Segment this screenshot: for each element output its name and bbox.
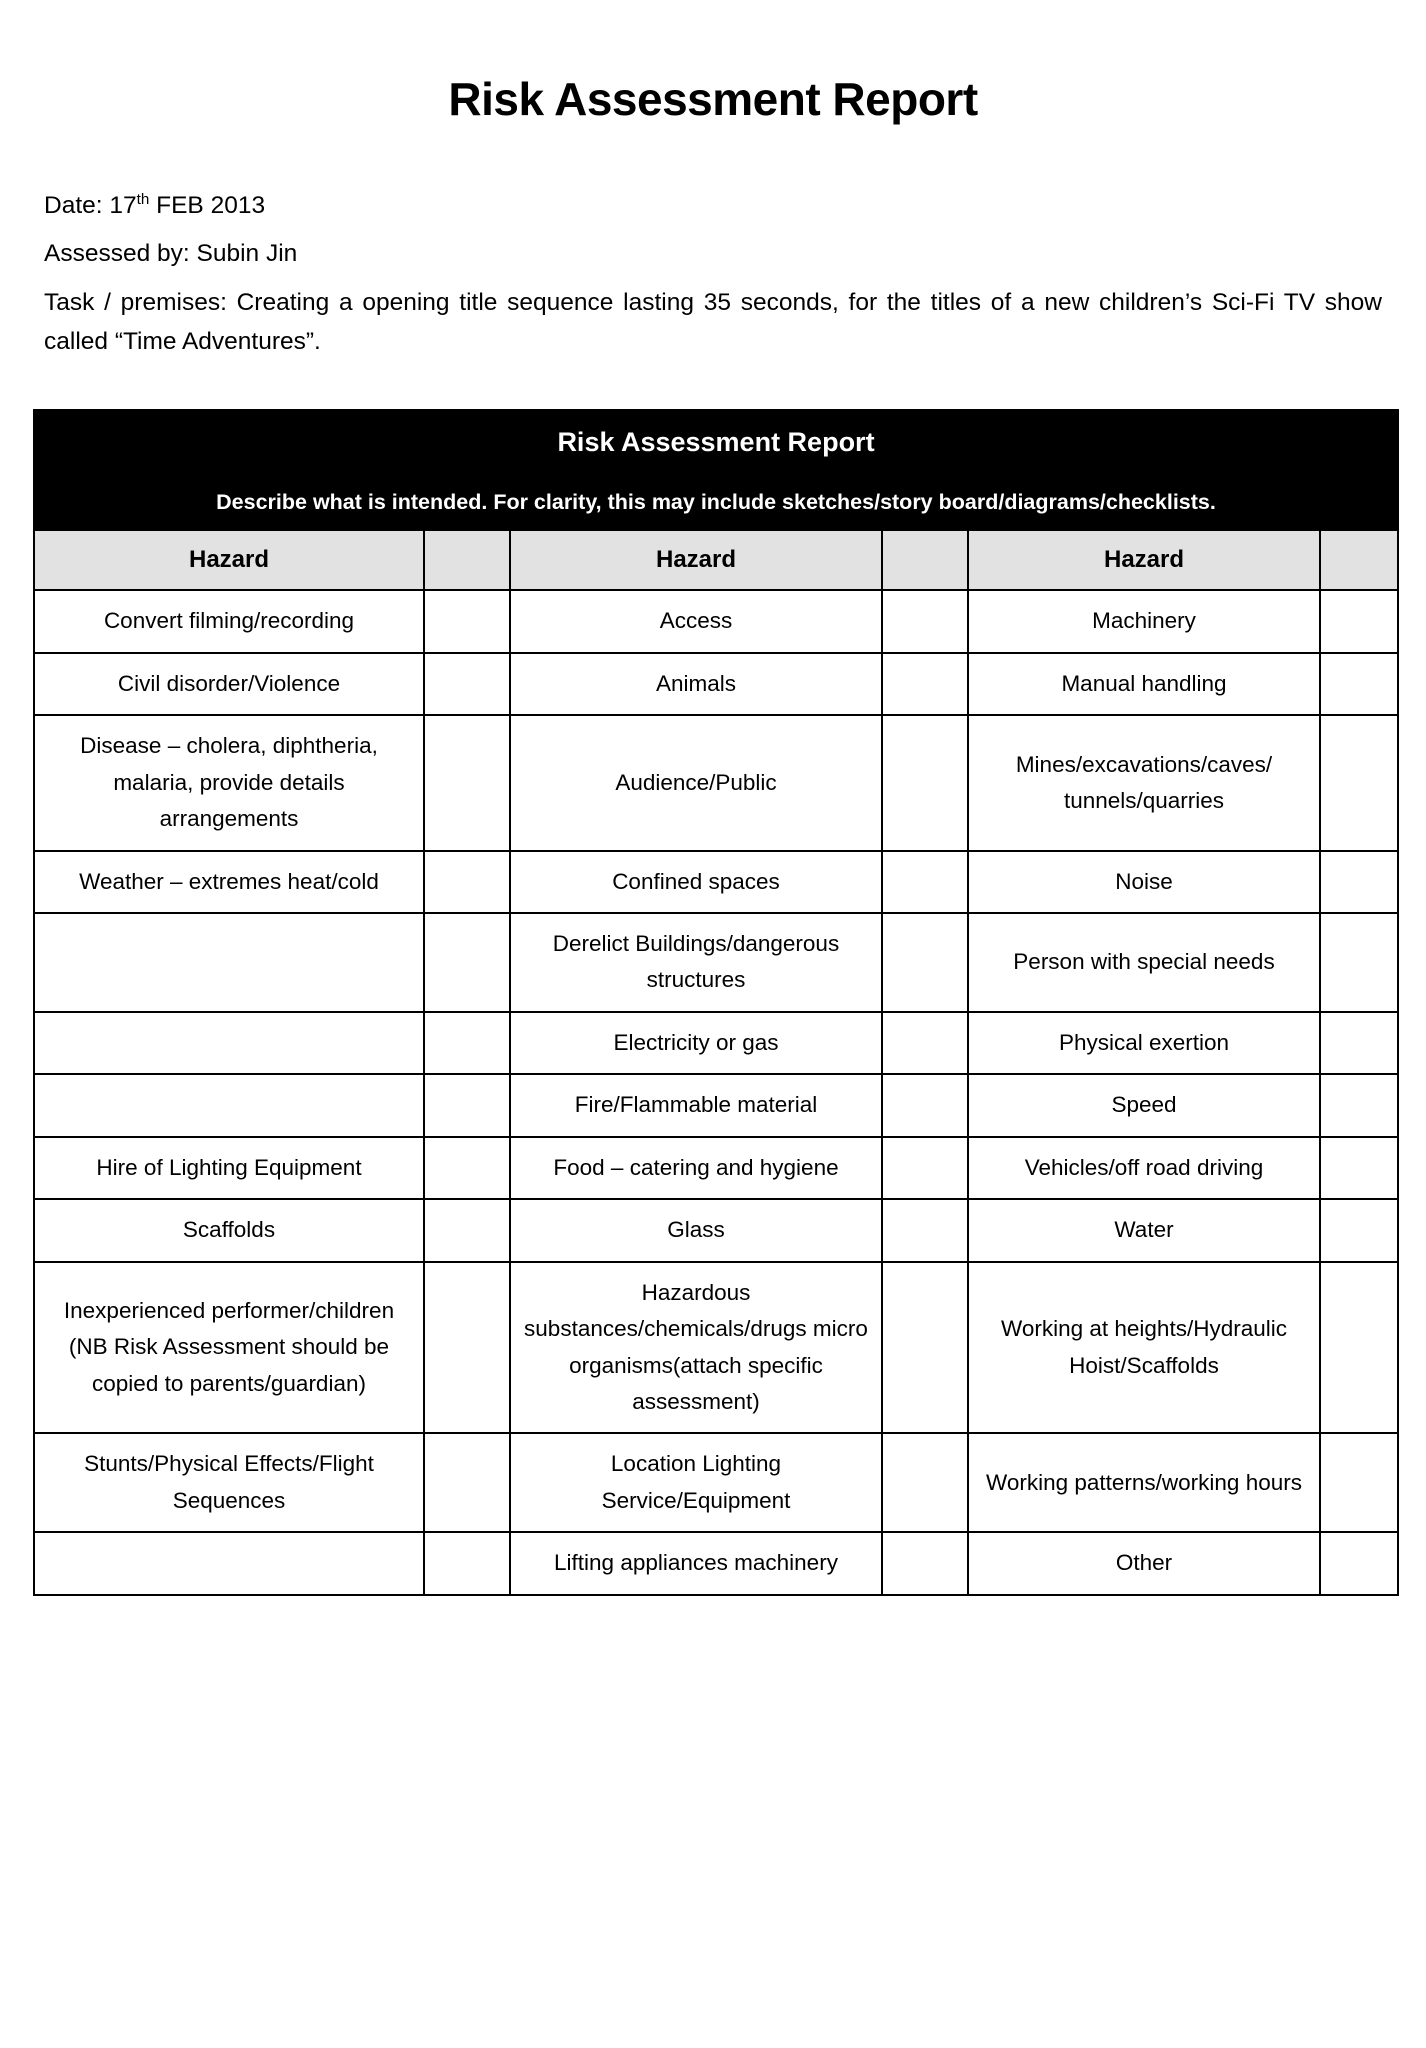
hazard-cell: Manual handling: [968, 653, 1320, 715]
hazard-cell: Convert filming/recording: [34, 590, 424, 652]
table-banner-subtitle-row: [34, 474, 1398, 530]
hazard-cell: Hazardous substances/chemicals/drugs micro organisms(attach specific assessment): [510, 1262, 882, 1434]
hazard-checkbox-cell[interactable]: [882, 913, 968, 1012]
column-header-tick-2: [882, 530, 968, 590]
column-header-tick-1: [424, 530, 510, 590]
hazard-cell: Speed: [968, 1074, 1320, 1136]
hazard-cell: Noise: [968, 851, 1320, 913]
hazard-checkbox-cell[interactable]: [1320, 1262, 1398, 1434]
hazard-checkbox-cell[interactable]: [1320, 913, 1398, 1012]
hazard-checkbox-cell[interactable]: [424, 590, 510, 652]
hazard-checkbox-cell[interactable]: [424, 1074, 510, 1136]
table-row: [34, 715, 1398, 850]
column-header-tick-3: [1320, 530, 1398, 590]
hazard-checkbox-cell[interactable]: [424, 1137, 510, 1199]
hazard-cell: Civil disorder/Violence: [34, 653, 424, 715]
hazard-cell: Working at heights/Hydraulic Hoist/Scaffolds: [968, 1262, 1320, 1434]
table-row: [34, 851, 1398, 913]
column-header-hazard-1: Hazard: [34, 530, 424, 590]
table-row: [34, 1137, 1398, 1199]
hazard-checkbox-cell[interactable]: [882, 1199, 968, 1261]
table-row: [34, 1012, 1398, 1074]
hazard-cell: Other: [968, 1532, 1320, 1594]
hazard-cell: Working patterns/working hours: [968, 1433, 1320, 1532]
hazard-cell: Location Lighting Service/Equipment: [510, 1433, 882, 1532]
hazard-cell: Weather – extremes heat/cold: [34, 851, 424, 913]
hazard-cell: Stunts/Physical Effects/Flight Sequences: [34, 1433, 424, 1532]
hazard-cell: Machinery: [968, 590, 1320, 652]
hazard-cell: Water: [968, 1199, 1320, 1261]
table-body: [34, 410, 1398, 1594]
table-header-row: [34, 530, 1398, 590]
hazard-checkbox-cell[interactable]: [424, 653, 510, 715]
hazard-cell: Glass: [510, 1199, 882, 1261]
hazard-checkbox-cell[interactable]: [882, 1137, 968, 1199]
hazard-checkbox-cell[interactable]: [1320, 1199, 1398, 1261]
table-row: [34, 1532, 1398, 1594]
hazard-cell: Food – catering and hygiene: [510, 1137, 882, 1199]
risk-assessment-table: [33, 409, 1399, 1595]
hazard-checkbox-cell[interactable]: [424, 1532, 510, 1594]
hazard-cell: [34, 1012, 424, 1074]
table-row: [34, 913, 1398, 1012]
hazard-checkbox-cell[interactable]: [882, 715, 968, 850]
hazard-checkbox-cell[interactable]: [1320, 1137, 1398, 1199]
meta-task-premises: Task / premises: Creating a opening title sequence lasting 35 seconds, for the titles of a new children’s Sci-Fi TV show called “Time Adventures”.: [44, 289, 1382, 355]
hazard-checkbox-cell[interactable]: [1320, 1433, 1398, 1532]
table-banner-subtitle: Describe what is intended. For clarity, this may include sketches/story board/diagrams/checklists.: [34, 474, 1398, 530]
hazard-cell: Hire of Lighting Equipment: [34, 1137, 424, 1199]
hazard-checkbox-cell[interactable]: [882, 653, 968, 715]
table-banner-title-row: [34, 410, 1398, 474]
hazard-cell: Inexperienced performer/children (NB Risk Assessment should be copied to parents/guardian): [34, 1262, 424, 1434]
hazard-cell: Mines/excavations/caves/ tunnels/quarries: [968, 715, 1320, 850]
hazard-checkbox-cell[interactable]: [1320, 1074, 1398, 1136]
meta-date-label: Date:: [44, 191, 110, 219]
hazard-checkbox-cell[interactable]: [882, 1074, 968, 1136]
hazard-cell: Confined spaces: [510, 851, 882, 913]
hazard-checkbox-cell[interactable]: [1320, 715, 1398, 850]
hazard-cell: [34, 913, 424, 1012]
meta-date: [44, 187, 1382, 226]
table-row: [34, 1199, 1398, 1261]
hazard-checkbox-cell[interactable]: [882, 590, 968, 652]
hazard-cell: Electricity or gas: [510, 1012, 882, 1074]
hazard-checkbox-cell[interactable]: [424, 715, 510, 850]
hazard-cell: Disease – cholera, diphtheria, malaria, provide details arrangements: [34, 715, 424, 850]
hazard-checkbox-cell[interactable]: [882, 1433, 968, 1532]
hazard-cell: Vehicles/off road driving: [968, 1137, 1320, 1199]
hazard-checkbox-cell[interactable]: [1320, 1532, 1398, 1594]
hazard-checkbox-cell[interactable]: [882, 1532, 968, 1594]
page-title: Risk Assessment Report: [448, 73, 978, 125]
hazard-checkbox-cell[interactable]: [882, 851, 968, 913]
hazard-checkbox-cell[interactable]: [424, 851, 510, 913]
meta-date-rest: FEB 2013: [149, 191, 266, 219]
meta-date-value: 17: [109, 191, 137, 219]
hazard-checkbox-cell[interactable]: [424, 1262, 510, 1434]
hazard-cell: [34, 1074, 424, 1136]
hazard-cell: Audience/Public: [510, 715, 882, 850]
hazard-checkbox-cell[interactable]: [882, 1262, 968, 1434]
hazard-checkbox-cell[interactable]: [424, 1199, 510, 1261]
hazard-cell: Access: [510, 590, 882, 652]
hazard-cell: Person with special needs: [968, 913, 1320, 1012]
table-row: [34, 1262, 1398, 1434]
document-meta: [44, 187, 1382, 362]
table-row: [34, 590, 1398, 652]
column-header-hazard-2: Hazard: [510, 530, 882, 590]
hazard-cell: Derelict Buildings/dangerous structures: [510, 913, 882, 1012]
hazard-checkbox-cell[interactable]: [1320, 590, 1398, 652]
risk-assessment-table-wrapper: [33, 409, 1397, 1595]
hazard-cell: Scaffolds: [34, 1199, 424, 1261]
table-row: [34, 1433, 1398, 1532]
hazard-checkbox-cell[interactable]: [882, 1012, 968, 1074]
hazard-cell: Animals: [510, 653, 882, 715]
hazard-checkbox-cell[interactable]: [1320, 653, 1398, 715]
meta-date-ordinal: th: [136, 190, 150, 208]
table-row: [34, 653, 1398, 715]
hazard-cell: Fire/Flammable material: [510, 1074, 882, 1136]
column-header-hazard-3: Hazard: [968, 530, 1320, 590]
meta-assessed-by: Assessed by: Subin Jin: [44, 240, 298, 268]
hazard-checkbox-cell[interactable]: [424, 1012, 510, 1074]
hazard-cell: Physical exertion: [968, 1012, 1320, 1074]
hazard-checkbox-cell[interactable]: [1320, 1012, 1398, 1074]
hazard-checkbox-cell[interactable]: [424, 1433, 510, 1532]
hazard-cell: [34, 1532, 424, 1594]
hazard-cell: Lifting appliances machinery: [510, 1532, 882, 1594]
hazard-checkbox-cell[interactable]: [1320, 851, 1398, 913]
table-banner-title: Risk Assessment Report: [34, 410, 1398, 474]
table-row: [34, 1074, 1398, 1136]
hazard-checkbox-cell[interactable]: [424, 913, 510, 1012]
